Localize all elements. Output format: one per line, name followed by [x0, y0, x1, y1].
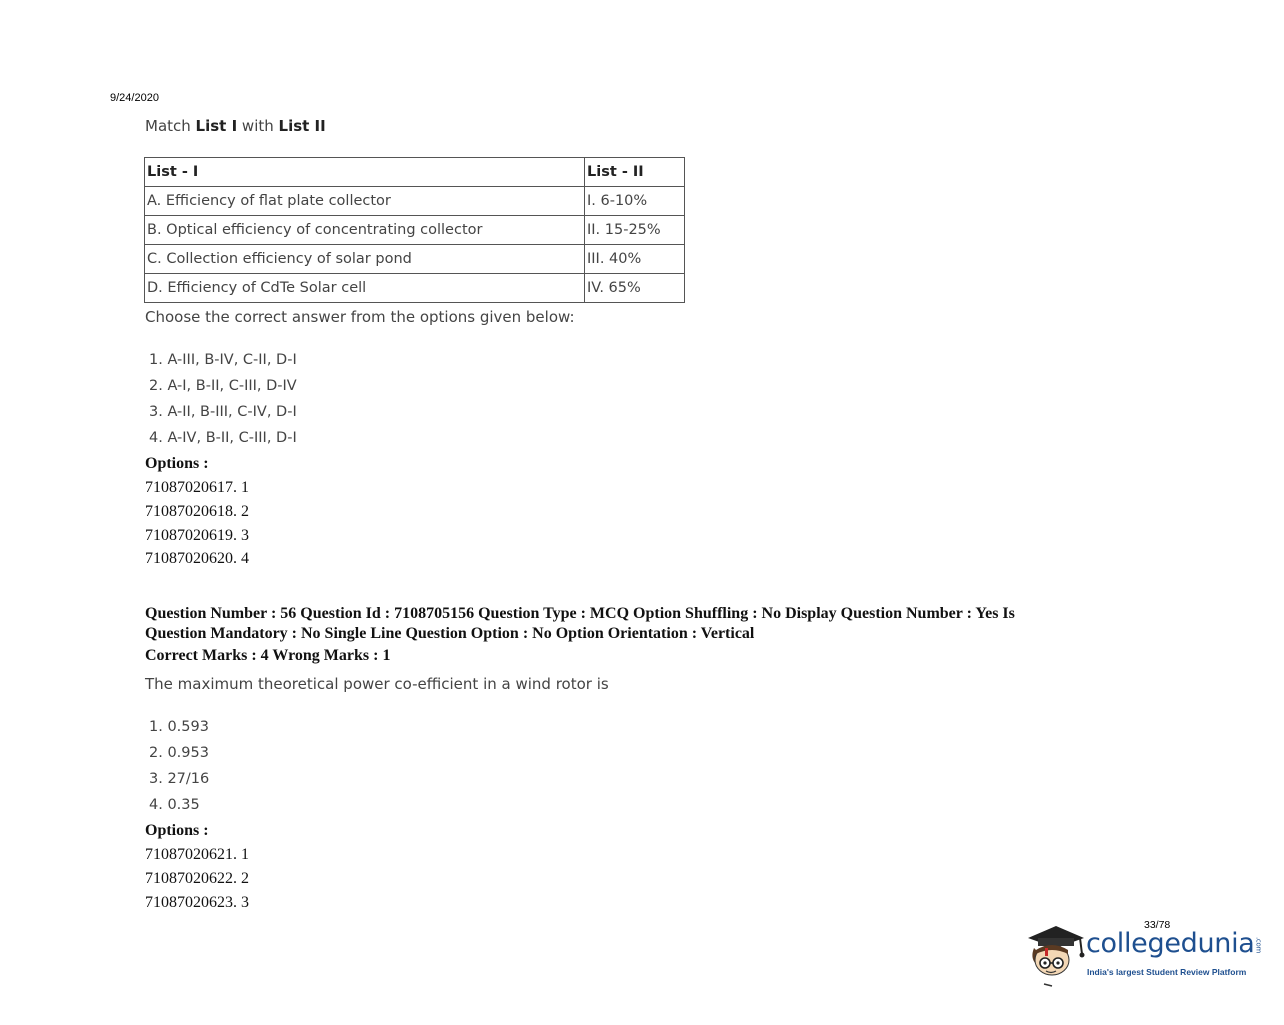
brand-tagline: India's largest Student Review Platform — [1087, 967, 1247, 977]
question-56-meta — [145, 604, 1015, 643]
question-55-choices — [149, 347, 297, 451]
question-55-options — [145, 476, 249, 571]
mascot-logo-icon — [1024, 918, 1088, 988]
list-2-label: List II — [278, 117, 326, 135]
table-header-list-2: List - II — [585, 158, 685, 187]
list-item: 3. A-II, B-III, C-IV, D-I — [149, 404, 297, 420]
question-56-choices — [149, 714, 209, 818]
intro-text-mid: with — [237, 117, 279, 135]
question-55-instruction: Choose the correct answer from the options given below: — [145, 308, 575, 326]
table-row — [145, 245, 685, 274]
question-meta-line: Question Mandatory : No Single Line Question Option : No Option Orientation : Vertical — [145, 624, 755, 642]
list-1-label: List I — [195, 117, 238, 135]
table-cell: C. Collection efficiency of solar pond — [145, 245, 585, 274]
question-56-options — [145, 843, 249, 914]
brand-suffix: .com — [1254, 936, 1263, 953]
question-55-intro — [145, 117, 326, 135]
table-header-list-1: List - I — [145, 158, 585, 187]
option-id: 71087020620. 4 — [145, 550, 249, 568]
table-cell: D. Efficiency of CdTe Solar cell — [145, 274, 585, 303]
option-id: 71087020617. 1 — [145, 479, 249, 496]
list-item: 2. 0.953 — [149, 745, 209, 761]
options-label: Options : — [145, 455, 209, 472]
table-cell: A. Efficiency of flat plate collector — [145, 187, 585, 216]
option-id: 71087020618. 2 — [145, 502, 249, 520]
table-header-row — [145, 158, 685, 187]
brand-logo-text — [1086, 928, 1263, 959]
list-item: 3. 27/16 — [149, 771, 210, 787]
print-date: 9/24/2020 — [110, 92, 159, 104]
question-56-text: The maximum theoretical power co-efficient in a wind rotor is — [145, 675, 609, 693]
table-row — [145, 274, 685, 303]
option-id: 71087020619. 3 — [145, 526, 249, 544]
table-row — [145, 216, 685, 245]
option-id: 71087020623. 3 — [145, 893, 249, 911]
table-cell: B. Optical efficiency of concentrating collector — [145, 216, 585, 245]
table-cell: IV. 65% — [585, 274, 685, 303]
table-cell: III. 40% — [585, 245, 685, 274]
list-item: 1. A-III, B-IV, C-II, D-I — [149, 352, 297, 368]
brand-name: collegedunia — [1086, 928, 1255, 959]
table-cell: I. 6-10% — [585, 187, 685, 216]
option-id: 71087020621. 1 — [145, 846, 249, 863]
question-meta-line: Question Number : 56 Question Id : 7108705156 Question Type : MCQ Option Shuffling : No Display Question Number : Yes Is — [145, 605, 1015, 622]
intro-text: Match — [145, 117, 196, 135]
question-56-marks: Correct Marks : 4 Wrong Marks : 1 — [145, 647, 391, 664]
list-item: 4. A-IV, B-II, C-III, D-I — [149, 430, 297, 446]
table-row — [145, 187, 685, 216]
options-label: Options : — [145, 822, 209, 839]
match-table — [144, 157, 685, 303]
list-item: 2. A-I, B-II, C-III, D-IV — [149, 378, 297, 394]
list-item: 1. 0.593 — [149, 719, 209, 735]
table-cell: II. 15-25% — [585, 216, 685, 245]
page-number: 33/78 — [1144, 919, 1171, 931]
list-item: 4. 0.35 — [149, 797, 200, 813]
option-id: 71087020622. 2 — [145, 869, 249, 887]
